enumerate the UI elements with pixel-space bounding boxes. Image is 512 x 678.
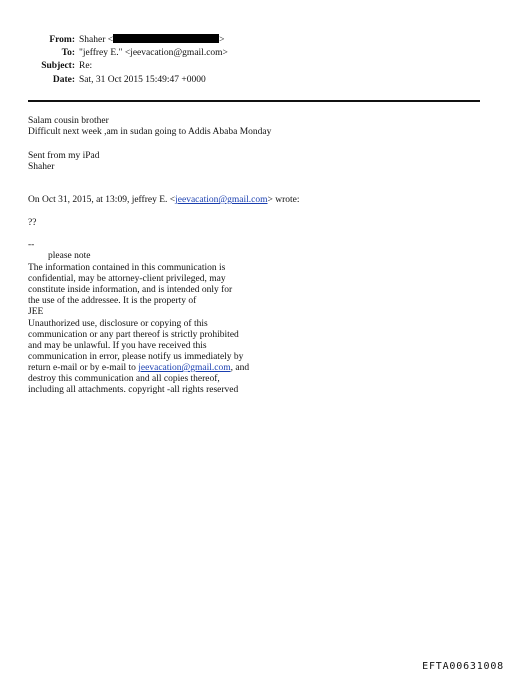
quote-prefix: On Oct 31, 2015, at 13:09, jeffrey E. < [28, 195, 176, 205]
signature-separator: -- [28, 240, 35, 250]
from-end: > [219, 35, 225, 45]
document-id: EFTA00631008 [422, 661, 504, 672]
date-value: Sat, 31 Oct 2015 15:49:47 +0000 [79, 75, 206, 85]
from-value [79, 34, 224, 46]
signature-device: Sent from my iPad [28, 151, 100, 161]
signature-name: Shaher [28, 162, 55, 172]
to-label: To: [61, 48, 75, 58]
subject-value: Re: [79, 61, 93, 71]
disclaimer-line: destroy this communication and all copies thereof, [28, 374, 220, 384]
to-value: "jeffrey E." <jeevacation@gmail.com> [79, 48, 228, 58]
disclaimer-email-prefix: return e-mail or by e-mail to [28, 363, 139, 373]
header-divider [28, 100, 480, 102]
disclaimer-line: Unauthorized use, disclosure or copying of this [28, 319, 208, 329]
disclaimer-email-suffix: , and [230, 363, 250, 373]
subject-label: Subject: [41, 61, 75, 71]
quote-header [28, 195, 300, 207]
disclaimer-line: including all attachments. copyright -all rights reserved [28, 385, 239, 395]
disclaimer-line: confidential, may be attorney-client privileged, may [28, 274, 226, 284]
disclaimer-line: The information contained in this communication is [28, 263, 226, 273]
disclaimer-line: JEE [28, 307, 44, 317]
date-label: Date: [52, 75, 75, 85]
disclaimer-line: constitute inside information, and is intended only for [28, 285, 233, 295]
disclaimer-email-link[interactable]: jeevacation@gmail.com [138, 363, 231, 373]
from-label: From: [49, 35, 75, 45]
disclaimer-line: and may be unlawful. If you have received this [28, 341, 207, 351]
note-title: please note [48, 251, 91, 261]
disclaimer-line: the use of the addressee. It is the property of [28, 296, 197, 306]
redaction-box [113, 34, 219, 43]
quote-email-link[interactable]: jeevacation@gmail.com [175, 195, 268, 205]
disclaimer-email-line [28, 363, 249, 375]
disclaimer-line: communication or any part thereof is strictly prohibited [28, 330, 239, 340]
quote-suffix: > wrote: [267, 195, 300, 205]
greeting-line: Salam cousin brother [28, 116, 109, 126]
from-name: Shaher < [79, 35, 114, 45]
quoted-text: ?? [28, 218, 37, 228]
message-line: Difficult next week ,am in sudan going to Addis Ababa Monday [28, 127, 272, 137]
disclaimer-line: communication in error, please notify us immediately by [28, 352, 244, 362]
